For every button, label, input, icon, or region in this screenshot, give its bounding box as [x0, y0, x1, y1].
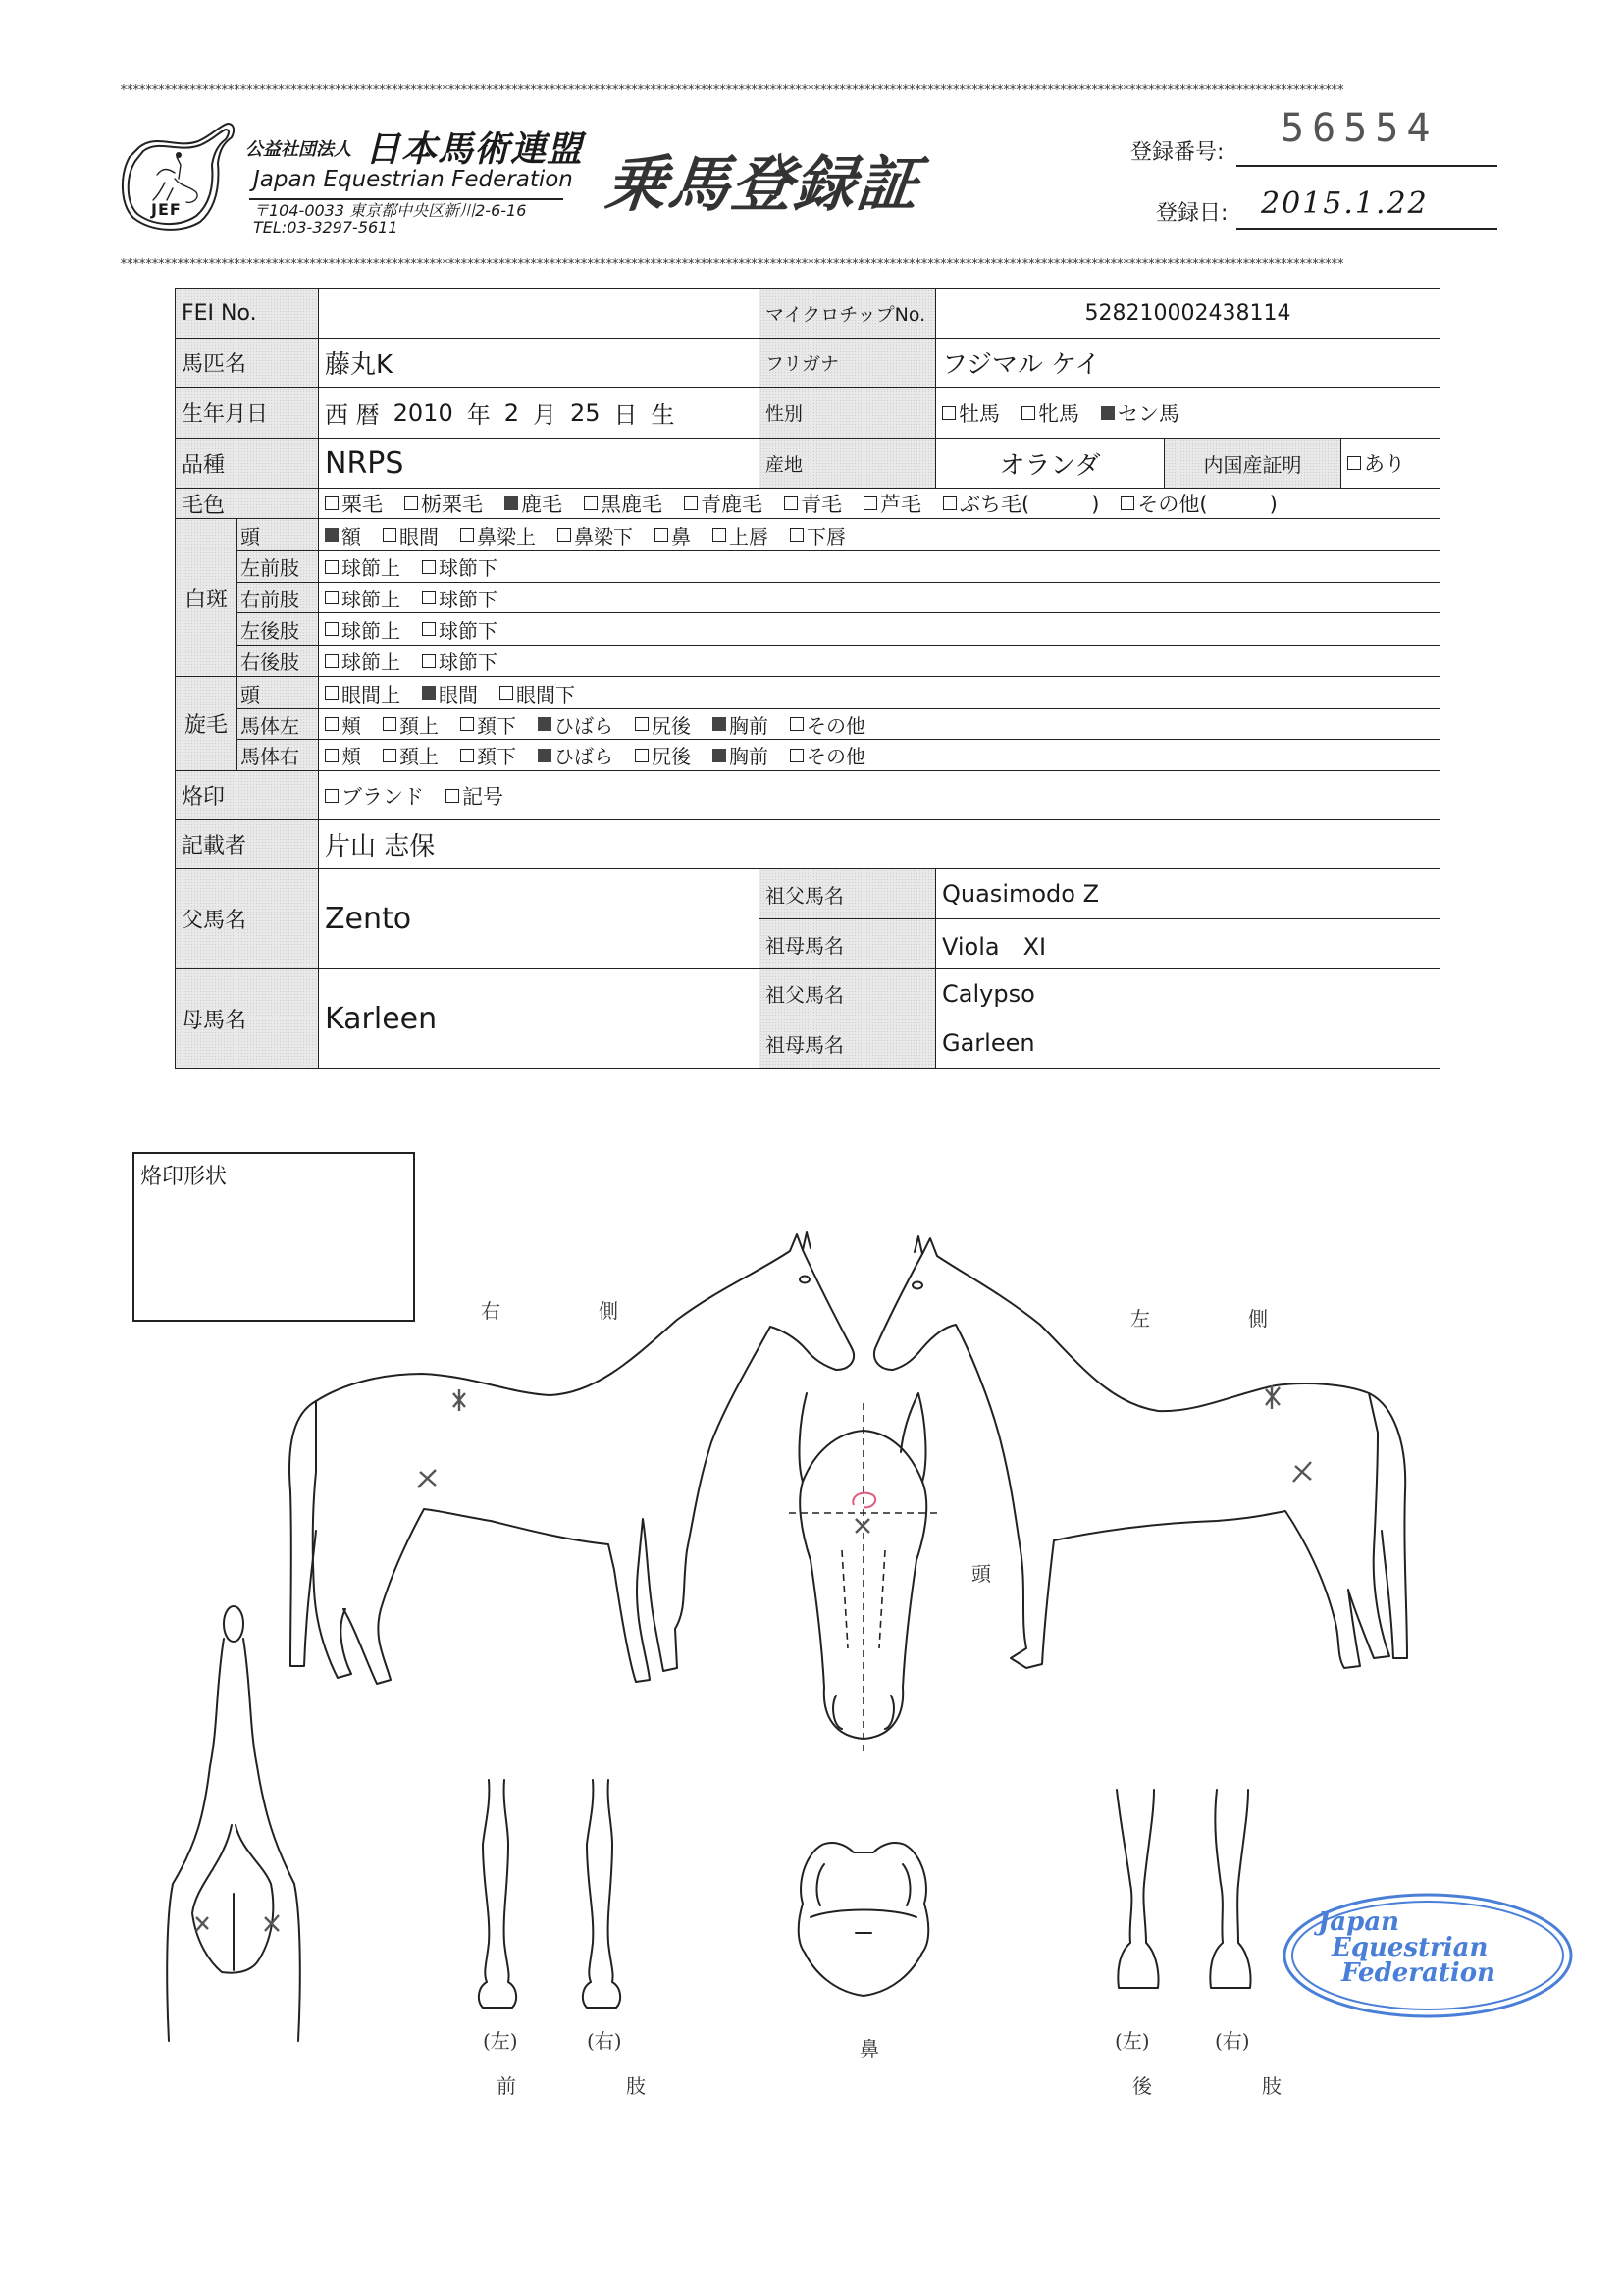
- origin-label: 産地: [759, 438, 936, 489]
- option-label: ぶち毛( ): [960, 493, 1100, 516]
- birth-date-label: 生年月日: [175, 387, 319, 439]
- document-title: 乗馬登録証: [602, 148, 924, 220]
- sex-label: 性別: [759, 387, 936, 439]
- option-label: 頬: [341, 713, 361, 738]
- hindlimb-left-icon: [1117, 1790, 1159, 1988]
- option-label: 球節下: [439, 651, 497, 674]
- microchip-value: 528210002438114: [935, 288, 1440, 339]
- option-label: 眼間: [399, 524, 439, 548]
- option-label: 球節下: [439, 556, 497, 580]
- origin-value: オランダ: [935, 438, 1165, 489]
- reg-date-value: 2015.1.22: [1261, 186, 1429, 221]
- right-side-horse-icon: [289, 1232, 854, 1684]
- white-markings-label: 白斑: [175, 518, 237, 677]
- head-label: 頭: [971, 1562, 991, 1586]
- domestic-cert-option-label: あり: [1364, 452, 1405, 476]
- breed-label: 品種: [175, 438, 319, 489]
- option-label: 頚上: [399, 745, 439, 768]
- seal-line-3: Federation: [1341, 1958, 1495, 1988]
- option-label: 球節下: [439, 587, 497, 611]
- option-label: 球節上: [341, 556, 400, 580]
- option-label: 鹿毛: [521, 493, 562, 516]
- nose-label: 鼻: [860, 2037, 879, 2061]
- option-label: 頚下: [477, 745, 516, 768]
- sub-row-label: 左後肢: [236, 612, 319, 646]
- reg-date-label: 登録日:: [1156, 201, 1229, 226]
- forelimb-right-icon: [583, 1780, 620, 2008]
- fei-no-label: FEI No.: [175, 288, 319, 339]
- org-type: 公益社団法人: [245, 139, 351, 160]
- domestic-cert-label: 内国産証明: [1164, 438, 1341, 489]
- option-label: 鼻: [671, 524, 691, 548]
- nose-view-icon: [799, 1843, 929, 1996]
- sire-label: 父馬名: [175, 868, 319, 969]
- org-tel: TEL:03-3297-5611: [253, 218, 398, 236]
- option-label: 栗毛: [341, 493, 383, 516]
- option-label: ひばら: [554, 745, 613, 768]
- option-label: その他( ): [1137, 493, 1278, 516]
- reg-number-value: 56554: [1281, 106, 1439, 151]
- seal-line-1: Japan: [1318, 1907, 1400, 1937]
- coat-color-label: 毛色: [175, 488, 319, 519]
- option-label: 眼間下: [516, 682, 575, 706]
- left-side-horse-icon: [874, 1236, 1407, 1668]
- birth-year-unit: 年: [466, 401, 491, 429]
- birth-suffix: 生: [651, 401, 675, 429]
- sire-grandsire-label: 祖父馬名: [759, 868, 936, 919]
- sub-row-label: 左前肢: [236, 550, 319, 583]
- reg-number-label: 登録番号:: [1130, 140, 1225, 165]
- dam-granddam-label: 祖母馬名: [759, 1018, 936, 1069]
- dam-value: Karleen: [318, 968, 759, 1069]
- sire-granddam-value: Viola XI: [935, 918, 1440, 969]
- org-name-en: Japan Equestrian Federation: [253, 167, 573, 192]
- birth-day: 25: [570, 398, 601, 427]
- sub-row-label: 右後肢: [236, 645, 319, 677]
- sub-row-label: 馬体右: [236, 739, 319, 771]
- hindlimb-label: 後 肢: [1132, 2074, 1305, 2098]
- head-front-view-icon: [789, 1393, 940, 1756]
- option-label: 牝馬: [1038, 401, 1079, 426]
- dam-grandsire-label: 祖父馬名: [759, 968, 936, 1018]
- sub-row-label: 頭: [236, 676, 319, 709]
- header-divider-bottom: **************************************************************************************************************************************************************************************************: [120, 257, 1343, 272]
- option-label: 眼間上: [341, 682, 400, 706]
- forelimb-right-label: (右): [587, 2029, 622, 2053]
- option-label: 栃栗毛: [421, 493, 483, 516]
- option-label: 球節上: [341, 651, 400, 674]
- forelimb-label: 前 肢: [497, 2074, 669, 2098]
- birth-era: 西 暦: [325, 401, 380, 429]
- birth-day-unit: 日: [613, 401, 638, 429]
- furigana-value: フジマル ケイ: [935, 338, 1440, 388]
- option-label: 頬: [341, 745, 361, 768]
- hindlimb-right-icon: [1210, 1790, 1250, 1988]
- option-label: ひばら: [554, 713, 613, 738]
- birth-month: 2: [503, 398, 519, 427]
- dam-grandsire-value: Calypso: [935, 968, 1440, 1018]
- sub-row-label: 右前肢: [236, 582, 319, 613]
- header-divider-top: **************************************************************************************************************************************************************************************************: [120, 83, 1343, 98]
- sire-granddam-label: 祖母馬名: [759, 918, 936, 969]
- brand-shape-label: 烙印形状: [140, 1165, 228, 1189]
- rear-top-view-icon: [167, 1606, 300, 2041]
- recorder-value: 片山 志保: [318, 819, 1440, 869]
- option-label: 頚下: [477, 713, 516, 738]
- option-label: 球節下: [439, 618, 497, 643]
- option-label: 鼻梁下: [574, 524, 633, 548]
- dam-label: 母馬名: [175, 968, 319, 1069]
- option-label: 球節上: [341, 618, 400, 643]
- brand-label: 烙印: [175, 770, 319, 820]
- org-address: 〒104-0033 東京都中央区新川2-6-16: [253, 201, 527, 220]
- option-label: 尻後: [652, 745, 691, 768]
- recorder-label: 記載者: [175, 819, 319, 869]
- right-side-label: 右 側: [481, 1299, 657, 1323]
- hindlimb-right-label: (右): [1215, 2029, 1250, 2053]
- logo-text: JEF: [151, 200, 182, 219]
- option-label: その他: [807, 713, 865, 738]
- option-label: 青鹿毛: [701, 493, 762, 516]
- sire-grandsire-value: Quasimodo Z: [935, 868, 1440, 919]
- option-label: 尻後: [652, 713, 691, 738]
- org-name-ja: 日本馬術連盟: [365, 130, 584, 170]
- sire-value: Zento: [318, 868, 759, 969]
- option-label: セン馬: [1118, 401, 1179, 426]
- option-label: 胸前: [729, 713, 768, 738]
- left-side-label: 左 側: [1130, 1307, 1307, 1331]
- forelimb-left-label: (左): [483, 2029, 518, 2053]
- hindlimb-left-label: (左): [1115, 2029, 1150, 2053]
- horse-name-label: 馬匹名: [175, 338, 319, 388]
- option-label: ブランド: [341, 784, 424, 809]
- dam-granddam-value: Garleen: [935, 1018, 1440, 1069]
- option-label: 鼻梁上: [477, 524, 536, 548]
- option-label: 黒鹿毛: [601, 493, 662, 516]
- option-label: 額: [341, 524, 361, 548]
- whorls-label: 旋毛: [175, 676, 237, 771]
- sub-row-label: 頭: [236, 518, 319, 551]
- forelimb-left-icon: [479, 1780, 516, 2008]
- breed-value: NRPS: [318, 438, 759, 489]
- microchip-label: マイクロチップNo.: [759, 288, 936, 339]
- option-label: 球節上: [341, 587, 400, 611]
- sub-row-label: 馬体左: [236, 708, 319, 740]
- furigana-label: フリガナ: [759, 338, 936, 388]
- jef-seal-stamp: [1281, 1889, 1575, 2026]
- seal-line-2: Equestrian: [1332, 1933, 1489, 1962]
- option-label: 眼間: [439, 682, 478, 706]
- birth-year: 2010: [393, 398, 453, 427]
- option-label: 芦毛: [880, 493, 921, 516]
- option-label: その他: [807, 745, 865, 768]
- option-label: 牡馬: [959, 401, 1000, 426]
- option-label: 胸前: [729, 745, 768, 768]
- option-label: 下唇: [807, 524, 846, 548]
- option-label: 頚上: [399, 713, 439, 738]
- option-label: 記号: [462, 784, 503, 809]
- horse-name-value: 藤丸K: [318, 338, 759, 388]
- option-label: 青毛: [801, 493, 842, 516]
- option-label: 上唇: [729, 524, 768, 548]
- birth-month-unit: 月: [533, 401, 556, 429]
